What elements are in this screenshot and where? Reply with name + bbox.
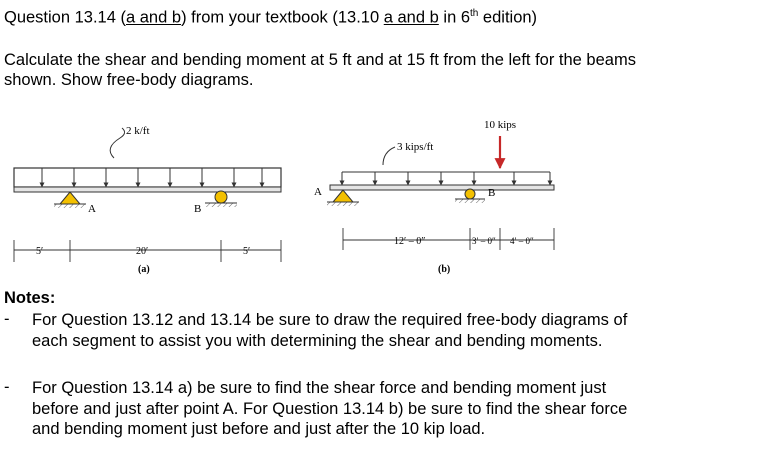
fig-a-load-box	[14, 168, 281, 187]
note-2-text	[32, 378, 752, 440]
fig-b-pin-support-a	[333, 190, 353, 202]
fig-b-dim-left: 12′ – 0″	[394, 236, 426, 247]
note-1-line-2: each segment to assist you with determining the shear and bending moments.	[32, 331, 603, 350]
note-2-line-1: For Question 13.14 a) be sure to find the shear force and bending moment just	[32, 379, 607, 397]
note-2-bullet: -	[4, 378, 10, 396]
fig-a-dim-right: 5′	[243, 246, 251, 257]
fig-a-label-a: A	[88, 203, 96, 215]
fig-a-beam	[14, 187, 281, 192]
instruction-line-2: shown. Show free-body diagrams.	[4, 71, 254, 89]
note-1-text	[32, 310, 752, 351]
fig-b-point-load-label: 10 kips	[484, 119, 517, 131]
instruction-line-1: Calculate the shear and bending moment at 5 ft and at 15 ft from the left for the beams	[4, 51, 636, 69]
heading-mid: ) from your textbook (13.10	[181, 8, 384, 27]
fig-a-pin-support-a	[60, 192, 80, 204]
edition-link-a-b[interactable]: a and b	[383, 8, 439, 27]
note-1-line-1: For Question 13.12 and 13.14 be sure to draw the required free-body diagrams of	[32, 311, 628, 329]
fig-b-caption: (b)	[438, 264, 451, 275]
fig-b-roller-support-b	[465, 189, 475, 199]
heading-in: in 6	[438, 8, 470, 27]
fig-a-load-leader	[110, 128, 124, 158]
heading-superscript: th	[470, 8, 479, 19]
fig-b-dist-load-label: 3 kips/ft	[397, 141, 434, 153]
fig-a-load-label: 2 k/ft	[126, 125, 150, 137]
fig-a-roller-support-b	[215, 191, 227, 203]
fig-a-dim-mid: 20′	[136, 246, 149, 257]
fig-b-dim-mid: 3′ – 0″	[472, 236, 496, 246]
textbook-link-a-b[interactable]: a and b	[126, 8, 182, 27]
fig-a-caption: (a)	[138, 264, 150, 275]
fig-b-dim-right: 4′ – 0″	[510, 236, 534, 246]
note-2-line-2: before and just after point A. For Question 13.14 b) be sure to find the shear force	[32, 399, 628, 418]
fig-b-label-a: A	[314, 186, 322, 198]
figure-b	[314, 119, 554, 275]
fig-b-beam	[330, 185, 554, 190]
note-2-line-3: and bending moment just before and just after the 10 kip load.	[32, 420, 486, 438]
heading-prefix: Question 13.14 (	[4, 8, 126, 27]
fig-a-load-arrows	[42, 168, 262, 187]
fig-b-load-leader	[383, 147, 395, 165]
notes-title: Notes:	[4, 289, 56, 307]
fig-a-dim-left: 5′	[36, 246, 44, 257]
heading-suffix: edition)	[478, 8, 538, 27]
figure-a	[14, 125, 281, 275]
fig-b-load-arrows	[342, 172, 550, 185]
fig-a-label-b: B	[194, 203, 202, 215]
note-1-bullet: -	[4, 310, 10, 328]
fig-b-label-b: B	[488, 187, 496, 199]
